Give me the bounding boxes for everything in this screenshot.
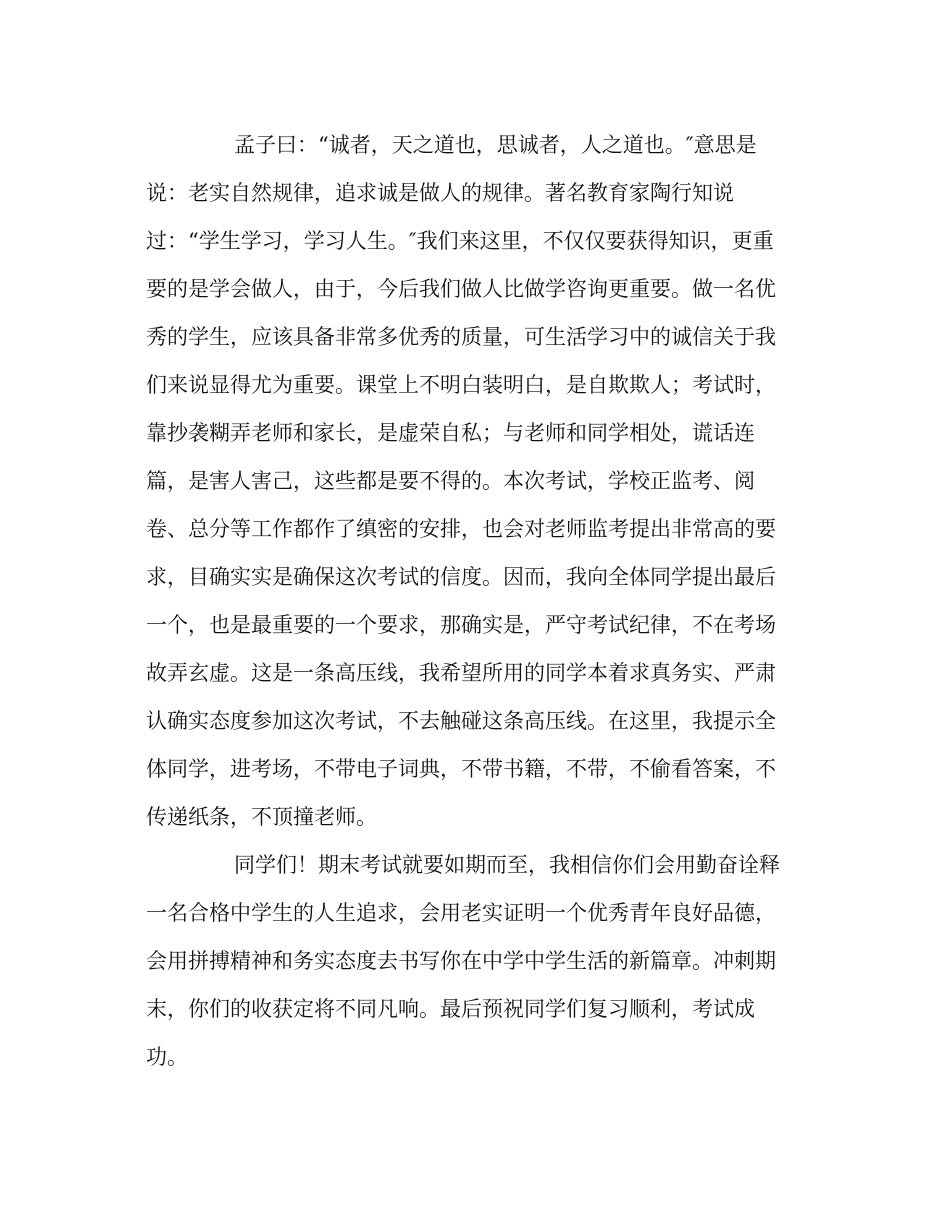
text-line: 功。 — [146, 1045, 188, 1069]
text-line: 求，目确实实是确保这次考试的信度。因而，我向全体同学提出最后 — [146, 565, 776, 589]
text-line: 一名合格中学生的人生追求，会用老实证明一个优秀青年良好品德， — [146, 901, 776, 925]
text-line: 秀的学生，应该具备非常多优秀的质量，可生活学习中的诚信关于我 — [146, 325, 776, 349]
text-line: 认确实态度参加这次考试，不去触碰这条高压线。在这里，我提示全 — [146, 709, 776, 733]
text-line: 孟子曰：“诚者，天之道也，思诚者，人之道也。″意思是 — [234, 133, 757, 157]
text-line: 篇，是害人害己，这些都是要不得的。本次考试，学校正监考、阅 — [146, 469, 755, 493]
text-line: 过：“学生学习，学习人生。″我们来这里，不仅仅要获得知识，更重 — [146, 229, 774, 253]
paragraph-2 — [146, 845, 816, 1085]
text-line: 会用拼搏精神和务实态度去书写你在中学中学生活的新篇章。冲刺期 — [146, 949, 776, 973]
text-line: 一个，也是最重要的一个要求，那确实是，严守考试纪律，不在考场 — [146, 613, 776, 637]
text-line: 体同学，进考场，不带电子词典，不带书籍，不带，不偷看答案，不 — [146, 757, 776, 781]
text-line: 们来说显得尤为重要。课堂上不明白装明白，是自欺欺人；考试时， — [146, 373, 776, 397]
text-line: 同学们！期末考试就要如期而至，我相信你们会用勤奋诠释 — [234, 853, 780, 877]
text-line: 说：老实自然规律，追求诚是做人的规律。著名教育家陶行知说 — [146, 181, 734, 205]
document-body — [146, 125, 816, 1085]
paragraph-1 — [146, 125, 816, 845]
text-line: 故弄玄虚。这是一条高压线，我希望所用的同学本着求真务实、严肃 — [146, 661, 776, 685]
text-line: 末，你们的收获定将不同凡响。最后预祝同学们复习顺利，考试成 — [146, 997, 755, 1021]
text-line: 卷、总分等工作都作了缜密的安排，也会对老师监考提出非常高的要 — [146, 517, 776, 541]
text-line: 要的是学会做人，由于，今后我们做人比做学咨询更重要。做一名优 — [146, 277, 776, 301]
text-line: 靠抄袭糊弄老师和家长，是虚荣自私；与老师和同学相处，谎话连 — [146, 421, 755, 445]
text-line: 传递纸条，不顶撞老师。 — [146, 805, 377, 829]
